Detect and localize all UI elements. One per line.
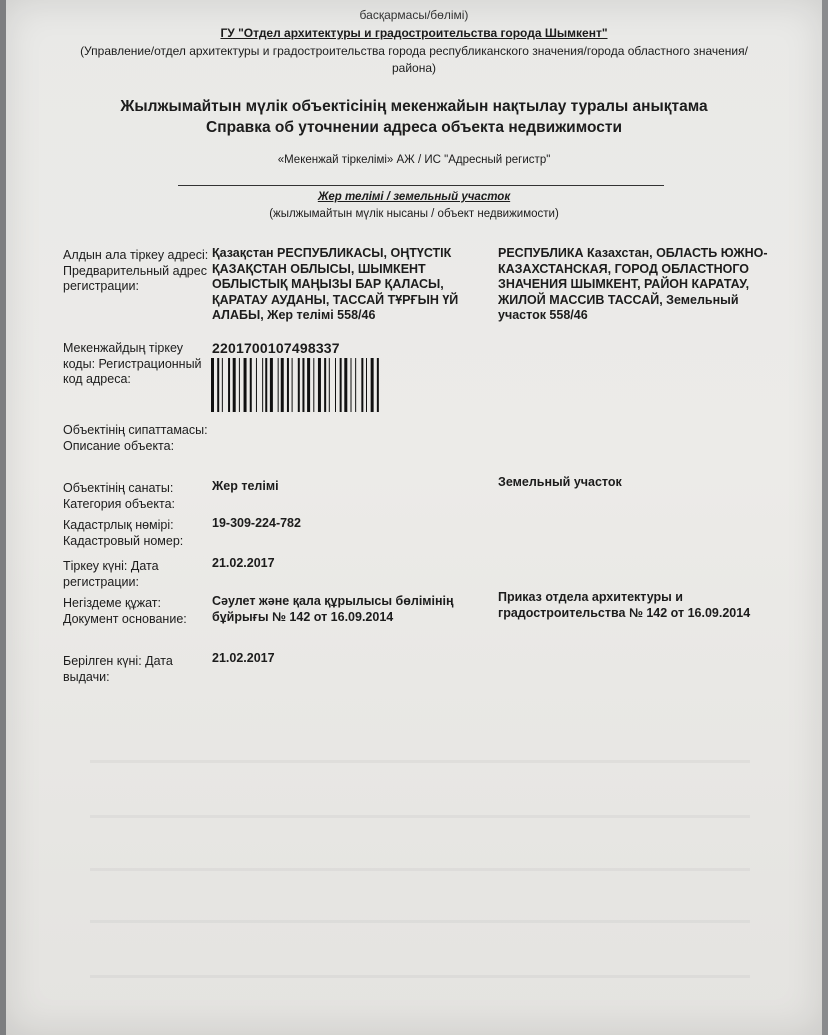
- cadastral-value: 19-309-224-782: [212, 516, 301, 530]
- bleed-through-mark: [90, 975, 750, 978]
- issue-date-label: Берілген күні: Дата выдачи:: [63, 654, 173, 684]
- title-kz: Жылжымайтын мүлік объектісінің мекенжайын нақтылау туралы анықтама: [120, 98, 708, 115]
- divider: [178, 185, 664, 186]
- organization-name: ГУ "Отдел архитектуры и градостроительства города Шымкент": [220, 26, 608, 40]
- reg-date-value: 21.02.2017: [212, 556, 275, 570]
- header-partial-line: басқармасы/бөлімі): [359, 8, 469, 22]
- cadastral-label: Кадастрлық нөмірі: Кадастровый номер:: [63, 518, 184, 548]
- bleed-through-mark: [90, 920, 750, 923]
- category-ru: Земельный участок: [498, 475, 622, 489]
- reg-code-label: Мекенжайдың тіркеу коды: Регистрационный код адреса:: [63, 341, 202, 386]
- document-title: [0, 96, 828, 138]
- bleed-through-mark: [90, 815, 750, 818]
- title-ru: Справка об уточнении адреса объекта недвижимости: [206, 119, 622, 136]
- prelim-address-kz: Қазақстан РЕСПУБЛИКАСЫ, ОҢТҮСТІК ҚАЗАҚСТАН ОБЛЫСЫ, ШЫМКЕНТ ОБЛЫСТЫҚ МАҢЫЗЫ БАР ҚАЛАСЫ, ҚАРАТАУ АУДАНЫ, ТАССАЙ ТҰРҒЫН ҮЙ АЛАБЫ, Жер телімі 558/46: [212, 246, 459, 322]
- category-kz: Жер телімі: [212, 479, 279, 493]
- object-type: Жер телімі / земельный участок: [317, 191, 511, 203]
- basis-doc-kz: Сәулет және қала құрылысы бөлімінің бұйрығы № 142 от 16.09.2014: [212, 594, 454, 624]
- prelim-address-ru: РЕСПУБЛИКА Казахстан, ОБЛАСТЬ ЮЖНО-КАЗАХСТАНСКАЯ, ГОРОД ОБЛАСТНОГО ЗНАЧЕНИЯ ШЫМКЕНТ, РАЙОН КАРАТАУ, ЖИЛОЙ МАССИВ ТАССАЙ, Земельный участок 558/46: [498, 246, 768, 322]
- basis-doc-ru: Приказ отдела архитектуры и градостроительства № 142 от 16.09.2014: [498, 590, 751, 620]
- bleed-through-mark: [90, 868, 750, 871]
- reg-date-label: Тіркеу күні: Дата регистрации:: [63, 559, 159, 589]
- organization-subtitle: (Управление/отдел архитектуры и градостроительства города республиканского значения/города областного значения/района): [80, 44, 748, 75]
- issue-date-value: 21.02.2017: [212, 651, 275, 665]
- object-type-subtitle: (жылжымайтын мүлік нысаны / объект недвижимости): [269, 208, 559, 220]
- registry-name: «Мекенжай тіркелімі» АЖ / ИС "Адресный регистр": [277, 154, 551, 166]
- reg-code-value: 2201700107498337: [212, 340, 340, 356]
- category-label: Объектінің санаты: Категория объекта:: [63, 481, 175, 511]
- description-label: Объектінің сипаттамасы: Описание объекта:: [63, 423, 208, 453]
- basis-doc-label: Негіздеме құжат: Документ основание:: [63, 596, 187, 626]
- barcode: [211, 358, 481, 412]
- prelim-address-label: Алдын ала тіркеу адресі: Предварительный адрес регистрации:: [63, 248, 209, 293]
- bleed-through-mark: [90, 760, 750, 763]
